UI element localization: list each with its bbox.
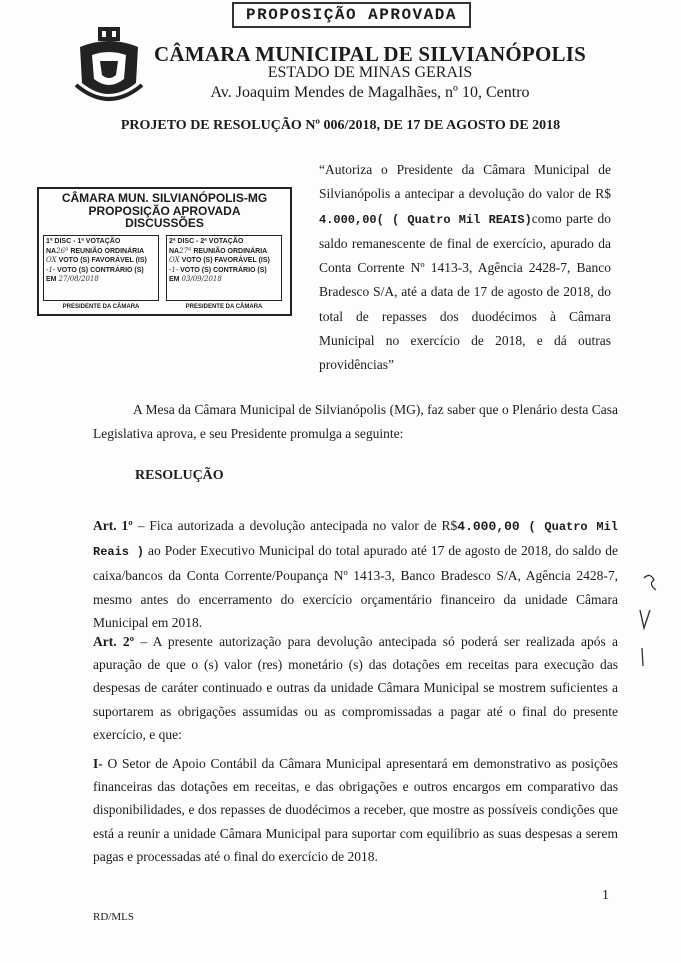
article-1-label: Art. 1º [93,518,133,533]
article-2 [93,630,618,746]
ementa-amount: 4.000,00( ( Quatro Mil REAIS) [319,212,532,227]
margin-handwriting-icon [634,570,664,670]
stamp-col2-na: NA [169,247,180,255]
stamp-col2-na-hand: 27ª [179,246,192,255]
stamp-title-1: CÂMARA MUN. SILVIANÓPOLIS-MG [61,191,268,205]
stamp-column-first [43,235,159,310]
footer-initials: RD/MLS [93,911,134,923]
page-number: 1 [602,888,609,903]
stamp-col1-fav-hand: OX [46,256,57,264]
approved-stamp: PROPOSIÇÃO APROVADA [232,2,471,28]
article-1-amount: 4.000,00 [457,519,520,534]
article-1 [93,514,618,634]
stamp-col2-reuniao: REUNIÃO ORDINÁRIA [193,247,268,255]
state-name: ESTADO DE MINAS GERAIS [267,64,473,81]
document-title: PROJETO DE RESOLUÇÃO Nº 006/2018, DE 17 DE AGOSTO DE 2018 [120,118,561,133]
ementa-text-2: como parte do saldo remanescente de final de exercício, apurado da Conta Corrente Nº 1413-3, Agência 2428-7, Banco Bradesco S/A, até a data de 17 de agosto de 2018, do total de repasses dos duodécimos à Câmara Municipal no exercício de 2018, e dá outras providências” [319,210,611,373]
article-1-text-a: – Fica autorizada a devolução antecipada no valor de R$ [132,518,458,533]
inciso-1 [93,752,618,868]
article-2-text: – A presente autorização para devolução antecipada só poderá ser realizada após a apuração de que o (s) valor (res) monetário (s) das dotações em receitas para execução das despesas de caráter continuado e outras da unidade Câmara Municipal se mostrem suficientes a suportarem as obrigações assumidas ou as compromissadas a pagar até o final do presente exercício, e que: [93,634,618,742]
stamp-col1-em: EM [46,276,57,283]
ementa-text-1: “Autoriza o Presidente da Câmara Municipal de Silvianópolis a antecipar a devolução do valor de R$ [319,162,611,202]
approval-stamp-box [37,187,292,316]
stamp-col1-contra: VOTO (S) CONTRÁRIO (S) [57,266,144,274]
mesa-paragraph: A Mesa da Câmara Municipal de Silvianópolis (MG), faz saber que o Plenário desta Casa Legislativa aprova, e seu Presidente promulga a seguinte: [93,402,618,442]
coat-of-arms-icon [70,25,148,107]
stamp-col1-reuniao: REUNIÃO ORDINÁRIA [70,247,145,255]
article-2-label: Art. 2º [93,634,135,649]
stamp-col1-date: 27/08/2018 [58,275,99,283]
stamp-col2-contra: VOTO (S) CONTRÁRIO (S) [180,266,267,274]
resolucao-heading: RESOLUÇÃO [135,468,224,483]
stamp-col2-date: 03/09/2018 [181,275,222,283]
stamp-col2-signature: PRESIDENTE DA CÂMARA [185,303,263,310]
stamp-col1-contra-hand: -1- [46,265,56,274]
article-1-text-b: ao Poder Executivo Municipal do total apurado até 17 de agosto de 2018, do saldo de caixa/bancos da Conta Corrente/Poupança Nº 1413-3, Banco Bradesco S/A, Agência 2428-7, mesmo antes do encerramento do exercício orçamentário financeiro da unidade Câmara Municipal em 2018. [93,543,618,630]
stamp-col2-fav-hand: OX [169,256,180,264]
stamp-title-2: PROPOSIÇÃO APROVADA [88,203,241,218]
stamp-column-second [166,235,282,310]
stamp-col1-signature: PRESIDENTE DA CÂMARA [62,303,140,310]
stamp-col1-fav: VOTO (S) FAVORÁVEL (IS) [58,257,147,264]
stamp-col2-head: 2ª DISC - 2ª VOTAÇÃO [169,238,244,245]
stamp-title-3: DISCUSSÕES [125,216,204,230]
chamber-title: CÂMARA MUNICIPAL DE SILVIANÓPOLIS [154,42,586,66]
article-1-amount-words: ( Quatro Mil Reais ) [93,520,618,560]
ementa [319,158,611,378]
inciso-1-label: I- [93,756,103,771]
stamp-col2-em: EM [169,276,180,283]
stamp-col2-fav: VOTO (S) FAVORÁVEL (IS) [181,257,270,264]
stamp-col2-contra-hand: -1- [169,265,179,274]
inciso-1-text: O Setor de Apoio Contábil da Câmara Municipal apresentará em demonstrativo as posições financeiras das dotações em receitas, e das obrigações e outros encargos em comparativo das disponibilidades, e dos repasses de duodécimos a receber, que mostre as possíveis condições que está a reunir a unidade Câmara Municipal para suportar com equilíbrio as suas despesas a serem pagas e processadas até o final do exercício de 2018. [93,756,618,864]
stamp-col1-na-hand: 26ª [56,246,69,255]
stamp-col1-na: NA [46,247,57,255]
stamp-col1-head: 1ª DISC - 1ª VOTAÇÃO [46,238,121,245]
address: Av. Joaquim Mendes de Magalhães, nº 10, Centro [210,84,530,101]
